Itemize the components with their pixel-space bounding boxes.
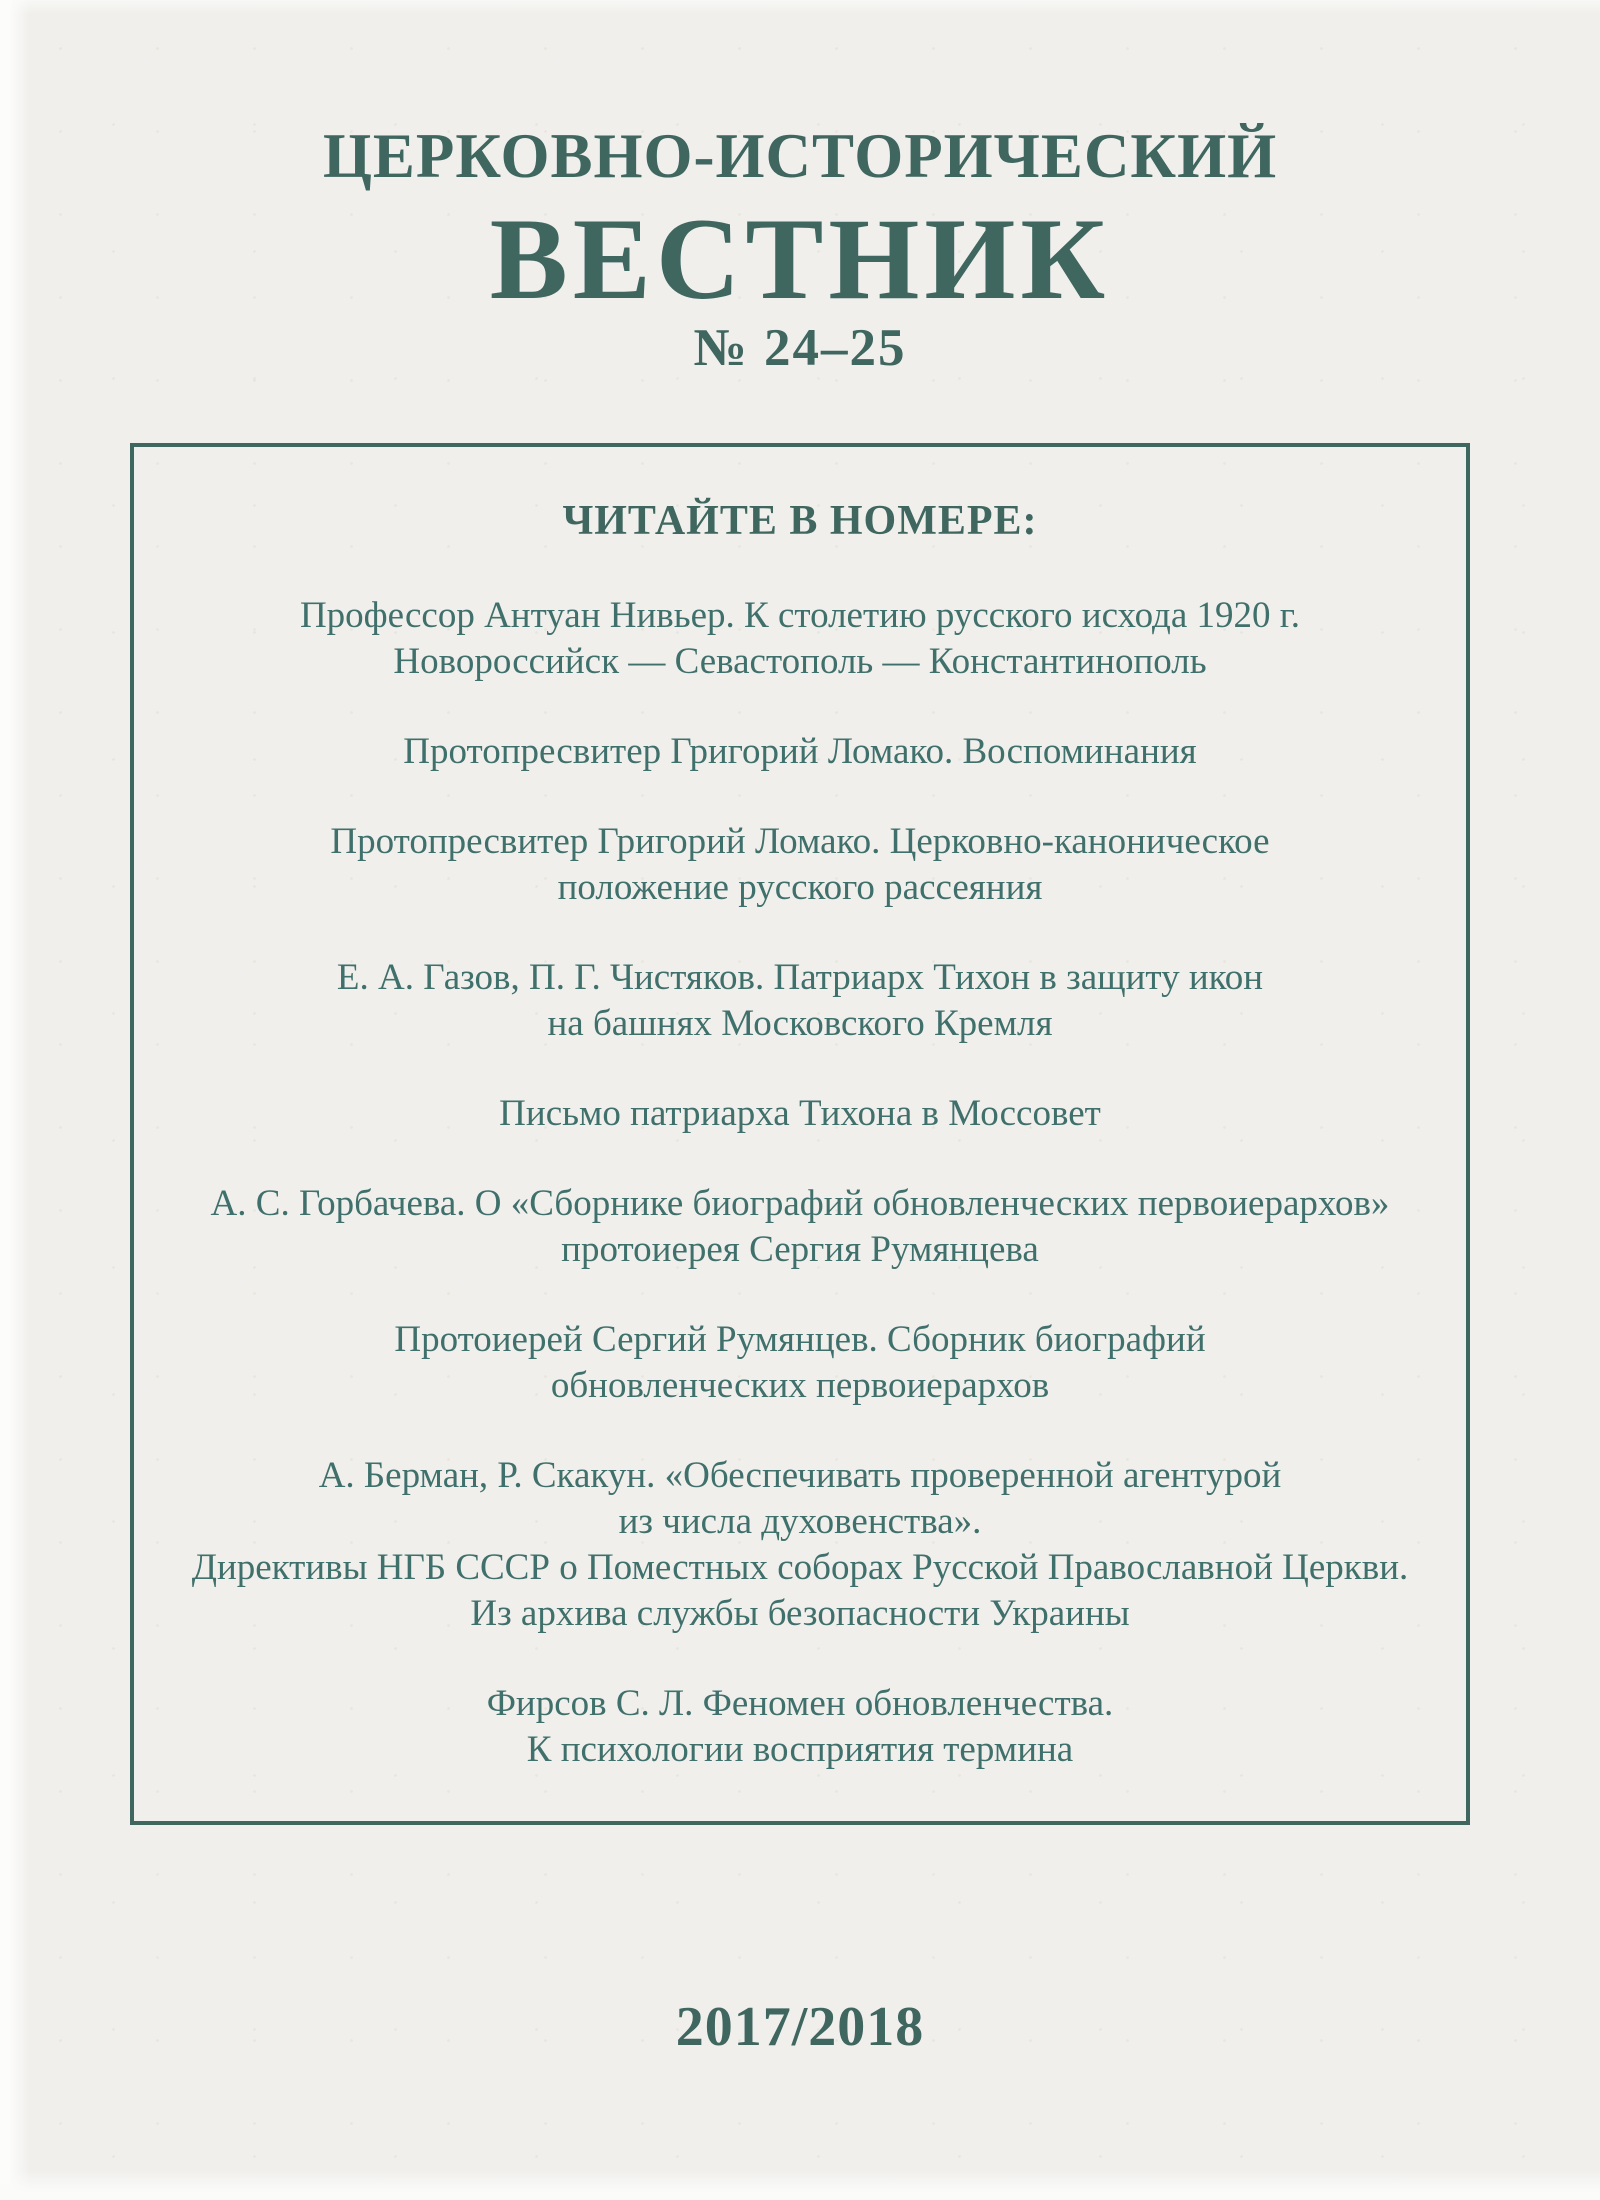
- publication-years: 2017/2018: [675, 1996, 925, 2058]
- journal-title-line1: ЦЕРКОВНО-ИСТОРИЧЕСКИЙ: [322, 121, 1278, 191]
- scan-edge-bottom: [0, 2170, 1600, 2200]
- toc-item: А. Берман, Р. Скакун. «Обеспечивать проверенной агентурой из числа духовенства». Директивы НГБ СССР о Поместных соборах Русской Православной Церкви. Из архива службы безопасности Украины: [191, 1455, 1409, 1634]
- contents-heading: ЧИТАЙТЕ В НОМЕРЕ:: [562, 498, 1038, 544]
- journal-title-line2: ВЕСТНИК: [489, 195, 1111, 324]
- toc-item: Письмо патриарха Тихона в Моссовет: [499, 1093, 1101, 1134]
- toc-item: Е. А. Газов, П. Г. Чистяков. Патриарх Тихон в защиту икон на башнях Московского Кремля: [336, 957, 1264, 1044]
- toc-item: Профессор Антуан Нивьер. К столетию русского исхода 1920 г. Новороссийск — Севастополь — Константинополь: [299, 595, 1301, 682]
- toc-item: Протопресвитер Григорий Ломако. Церковно-каноническое положение русского рассеяния: [330, 821, 1270, 908]
- toc-item: Фирсов С. Л. Феномен обновленчества. К психологии восприятия термина: [486, 1683, 1114, 1770]
- toc-item: Протоиерей Сергий Румянцев. Сборник биографий обновленческих первоиерархов: [394, 1319, 1206, 1406]
- toc-item: А. С. Горбачева. О «Сборнике биографий обновленческих первоиерархов» протоиерея Сергия Румянцева: [210, 1183, 1390, 1270]
- contents-list: [134, 593, 1466, 1773]
- issue-number: № 24–25: [693, 319, 907, 377]
- toc-item: Протопресвитер Григорий Ломако. Воспоминания: [403, 731, 1197, 772]
- contents-box: [130, 443, 1470, 1825]
- scan-edge-top: [0, 0, 1600, 14]
